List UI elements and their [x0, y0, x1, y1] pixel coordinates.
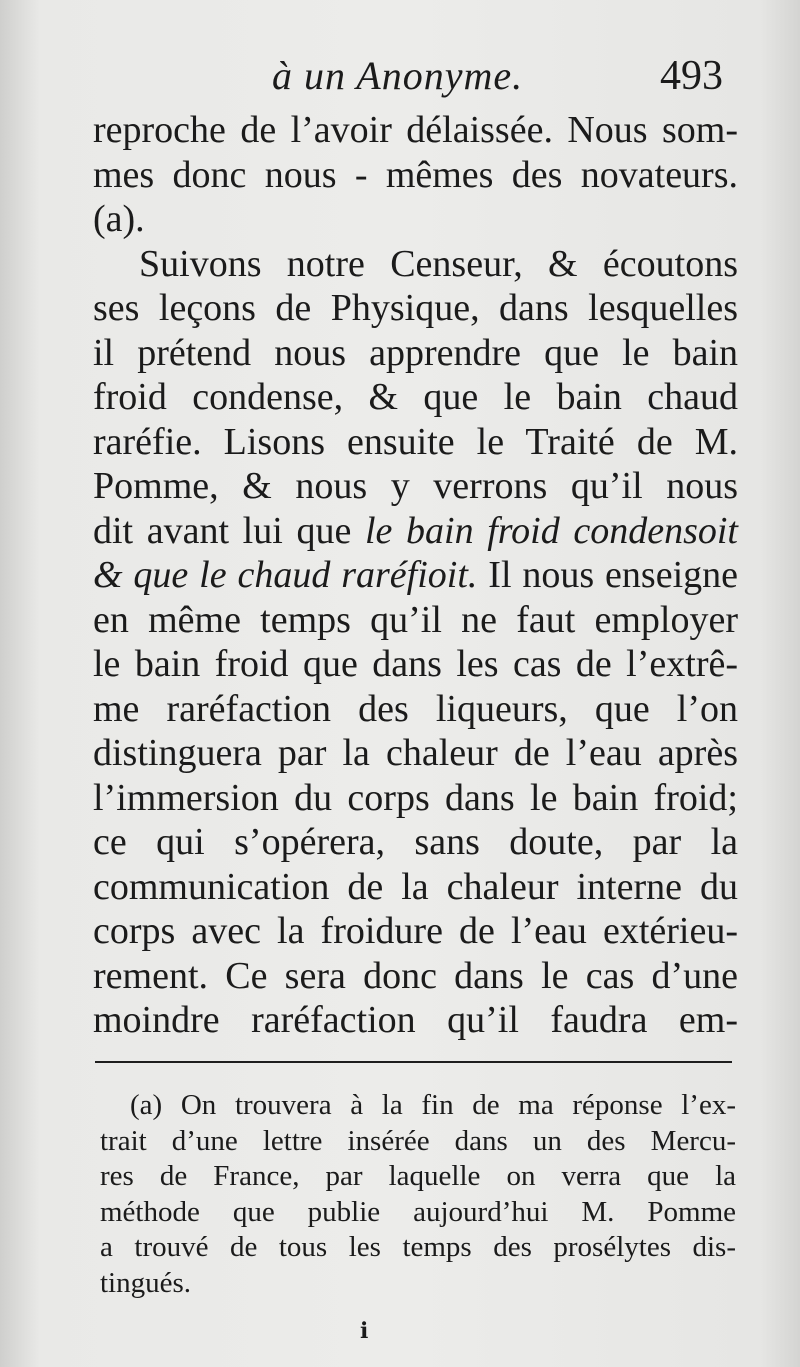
footnote-line-3: res de France, par laquelle on verra que la: [100, 1160, 736, 1192]
text-line-10-italic: le bain froid condensoit: [364, 509, 738, 552]
text-line-12: en même temps qu’il ne faut employer: [93, 598, 738, 641]
footnote: [100, 1088, 736, 1301]
text-line-2: mes donc nous - mêmes des novateurs.: [93, 153, 738, 196]
text-line-1: reproche de l’avoir délaissée. Nous som-: [93, 109, 738, 151]
main-text: [93, 108, 738, 1043]
footnote-line-4: méthode que publie aujourd’hui M. Pomme: [100, 1195, 736, 1228]
text-line-6: il prétend nous apprendre que le bain: [93, 331, 738, 374]
footnote-line-2: trait d’une lettre insérée dans un des Mercu-: [100, 1124, 736, 1157]
text-line-10: [93, 509, 738, 554]
footnote-divider: [95, 1061, 732, 1063]
text-line-9: Pomme, & nous y verrons qu’il nous: [93, 465, 738, 507]
text-line-13: le bain froid que dans les cas de l’extrê-: [93, 643, 738, 685]
footnote-line-6: tingués.: [100, 1266, 192, 1299]
text-line-4: Suivons notre Censeur, & écoutons: [139, 242, 738, 285]
text-line-18: communication de la chaleur interne du: [93, 865, 738, 908]
signature-mark: ℹ: [360, 1318, 369, 1343]
text-line-11-italic: & que le chaud raréfioit.: [93, 554, 478, 596]
text-line-11: [93, 553, 738, 598]
footnote-line-1: (a) On trouvera à la fin de ma réponse l’ex-: [130, 1089, 736, 1121]
text-line-15: distinguera par la chaleur de l’eau après: [93, 732, 738, 774]
text-line-17: ce qui s’opérera, sans doute, par la: [93, 821, 738, 863]
text-line-7: froid condense, & que le bain chaud: [93, 376, 738, 418]
text-line-19: corps avec la froidure de l’eau extérieu-: [93, 910, 738, 952]
page-number: 493: [660, 53, 723, 99]
text-line-3: (a).: [93, 198, 145, 240]
text-line-8: raréfie. Lisons ensuite le Traité de M.: [93, 420, 738, 463]
text-line-20: rement. Ce sera donc dans le cas d’une: [93, 954, 738, 997]
text-line-11-roman: Il nous enseigne: [488, 554, 739, 596]
footnote-line-5: a trouvé de tous les temps des prosélytes dis-: [100, 1231, 736, 1263]
text-line-16: l’immersion du corps dans le bain froid;: [93, 776, 738, 819]
text-line-5: ses leçons de Physique, dans lesquelles: [93, 287, 738, 329]
text-line-10-roman: dit avant lui que: [93, 509, 352, 552]
running-title: à un Anonyme.: [272, 53, 524, 98]
text-line-14: me raréfaction des liqueurs, que l’on: [93, 687, 738, 730]
text-line-21: moindre raréfaction qu’il faudra em-: [93, 999, 738, 1041]
page-header: [0, 52, 800, 112]
